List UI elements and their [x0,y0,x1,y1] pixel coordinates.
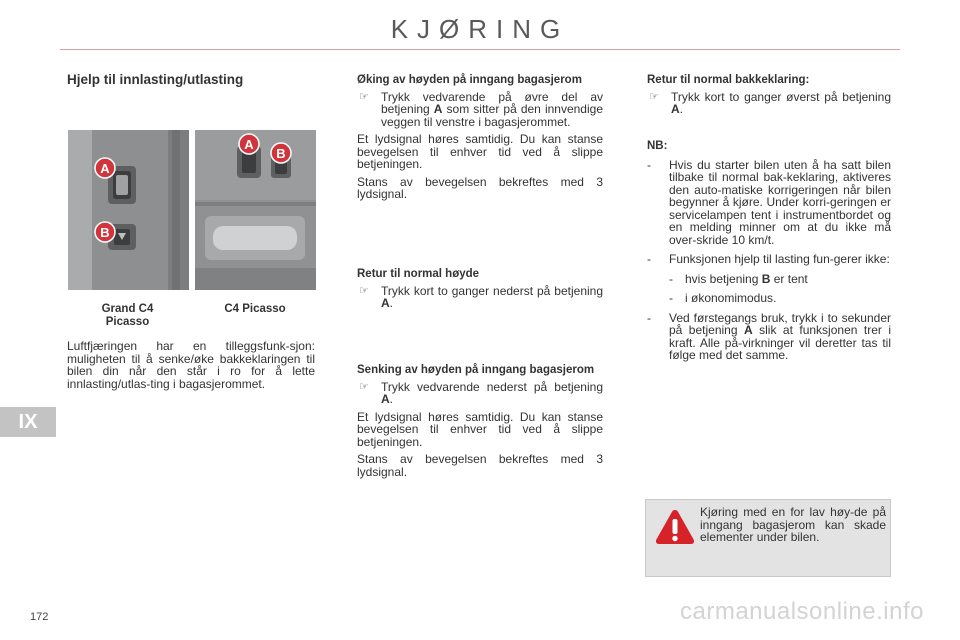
normal-height-section [357,268,603,315]
raise-heading: Øking av høyden på inngang bagasjerom [357,74,582,86]
caption-grand-c4-picasso [85,303,170,329]
raise-para-2: Stans av bevegelsen bekreftes med 3 lydsignal. [357,174,603,201]
caption-left-line2: Picasso [105,316,150,328]
nb-item-3-text-end: slik at funksjonen trer i kraft. Alle på-virkninger vil deretter tas til følge med det samme. [669,323,891,362]
nb-subitem-1: - hvis betjening B er tent [669,271,808,286]
hand-pointer-icon: ☞ [359,90,369,103]
photo-grand-c4-picasso-illustration [68,130,189,290]
nb-item-2-text: Funksjonen hjelp til lasting fun-gerer ikke: [669,252,890,266]
watermark: carmanualsonline.info [680,598,924,625]
nb-item-3-text: Ved førstegangs bruk, trykk i to sekunder på betjening [669,310,891,337]
lower-para-2: Stans av bevegelsen bekreftes med 3 lydsignal. [357,452,603,479]
normal-clearance-bullet-text: Trykk kort to ganger øverst på betjening [671,89,891,104]
raise-bullet [357,91,603,129]
intro-paragraph: Luftfjæringen har en tilleggsfunk-sjon: muligheten til å senke/øke bakkeklaringen til bilen din når den står i ro for å lette innlasting/utlas-ting i bagasjerommet. [67,339,315,391]
nb-item-3: - Ved førstegangs bruk, trykk i to sekunder på betjening A slik at funksjonen trer i kraft. Alle på-virkninger vil deretter tas til følge med det samme. [647,310,891,362]
nb-subitem-2-text: i økonomimodus. [685,291,777,305]
raise-section [357,74,603,206]
photo-grand-c4-picasso [68,130,189,290]
nb-item-1-text: Hvis du starter bilen uten å ha satt bilen tilbake til normal bak-keklaring, aktiveres den auto-matiske korrigeringen når bilen begynner å kjøre. Under korri-geringen er servicelampen tent i instrumentbordet og en melding minner om at du ikke må over-skride 10 km/t. [669,157,891,247]
normal-height-bullet-text-end: . [389,296,394,310]
chapter-tab: IX [0,407,56,437]
hand-pointer-icon: ☞ [649,90,659,103]
lower-bullet-text: Trykk vedvarende nederst på betjening [381,379,603,394]
badge-a-left-label: A [100,161,110,176]
normal-height-heading: Retur til normal høyde [357,268,480,280]
normal-height-bullet-control: A [381,296,390,310]
hand-pointer-icon: ☞ [359,380,369,393]
normal-height-bullet-text: Trykk kort to ganger nederst på betjening [381,283,603,298]
raise-bullet-control: A [433,102,443,116]
lower-section [357,364,603,483]
nb-subitem-2: - i økonomimodus. [669,291,777,305]
hand-pointer-icon: ☞ [359,284,369,297]
lower-bullet-control: A [381,392,390,406]
nb-subitem-1-control: B [761,271,771,286]
page-title: KJØRING [390,14,570,44]
photo-c4-picasso [195,130,316,290]
nb-heading: NB: [647,140,668,152]
lower-bullet [357,381,603,406]
warning-box [645,499,891,577]
caption-left-line1: Grand C4 [101,303,154,315]
caption-c4-picasso: C4 Picasso [224,303,286,315]
warning-text: Kjøring med en for lav høy-de på inngang bagasjerom kan skade elementer under bilen. [700,505,886,544]
nb-section [647,140,891,369]
badge-b-right-label: B [276,146,286,161]
title-divider [60,49,900,50]
nb-item-2: - Funksjonen hjelp til lasting fun-gerer ikke: [647,252,890,266]
normal-clearance-bullet-control: A [671,102,680,116]
lower-heading: Senking av høyden på inngang bagasjerom [357,364,595,376]
badge-b-left-label: B [100,225,110,240]
raise-para-1: Et lydsignal høres samtidig. Du kan stanse bevegelsen til enhver tid ved å slippe betjeningen. [357,132,603,171]
normal-clearance-section [647,74,891,121]
photo-c4-picasso-illustration [195,130,316,290]
normal-clearance-heading: Retur til normal bakkeklaring: [647,74,810,86]
section-heading: Hjelp til innlasting/utlasting [67,72,244,87]
nb-item-3-control: A [743,323,753,337]
page-number: 172 [30,611,49,623]
lower-bullet-text-end: . [389,392,394,406]
badge-a-right-label: A [244,137,254,152]
normal-clearance-bullet [647,91,891,116]
normal-height-bullet [357,285,603,310]
raise-bullet-text: Trykk vedvarende på øvre del av betjening [381,89,603,116]
lower-para-1: Et lydsignal høres samtidig. Du kan stanse bevegelsen til enhver tid ved å slippe betjeningen. [357,409,603,449]
normal-clearance-bullet-text-end: . [679,102,684,116]
nb-item-1: - Hvis du starter bilen uten å ha satt bilen tilbake til normal bak-keklaring, aktiveres den auto-matiske korrigeringen når bilen begynner å kjøre. Under korri-geringen er servicelampen tent i instrumentbordet og en melding minner om at du ikke må over-skride 10 km/t. [647,157,891,247]
nb-subitem-1-text: hvis betjening [685,271,762,286]
warning-exclamation-icon [654,508,696,546]
raise-bullet-text-end: som sitter på den innvendige veggen til venstre i bagasjerommet. [381,102,603,129]
nb-subitem-1-text-end: er tent [770,271,808,286]
